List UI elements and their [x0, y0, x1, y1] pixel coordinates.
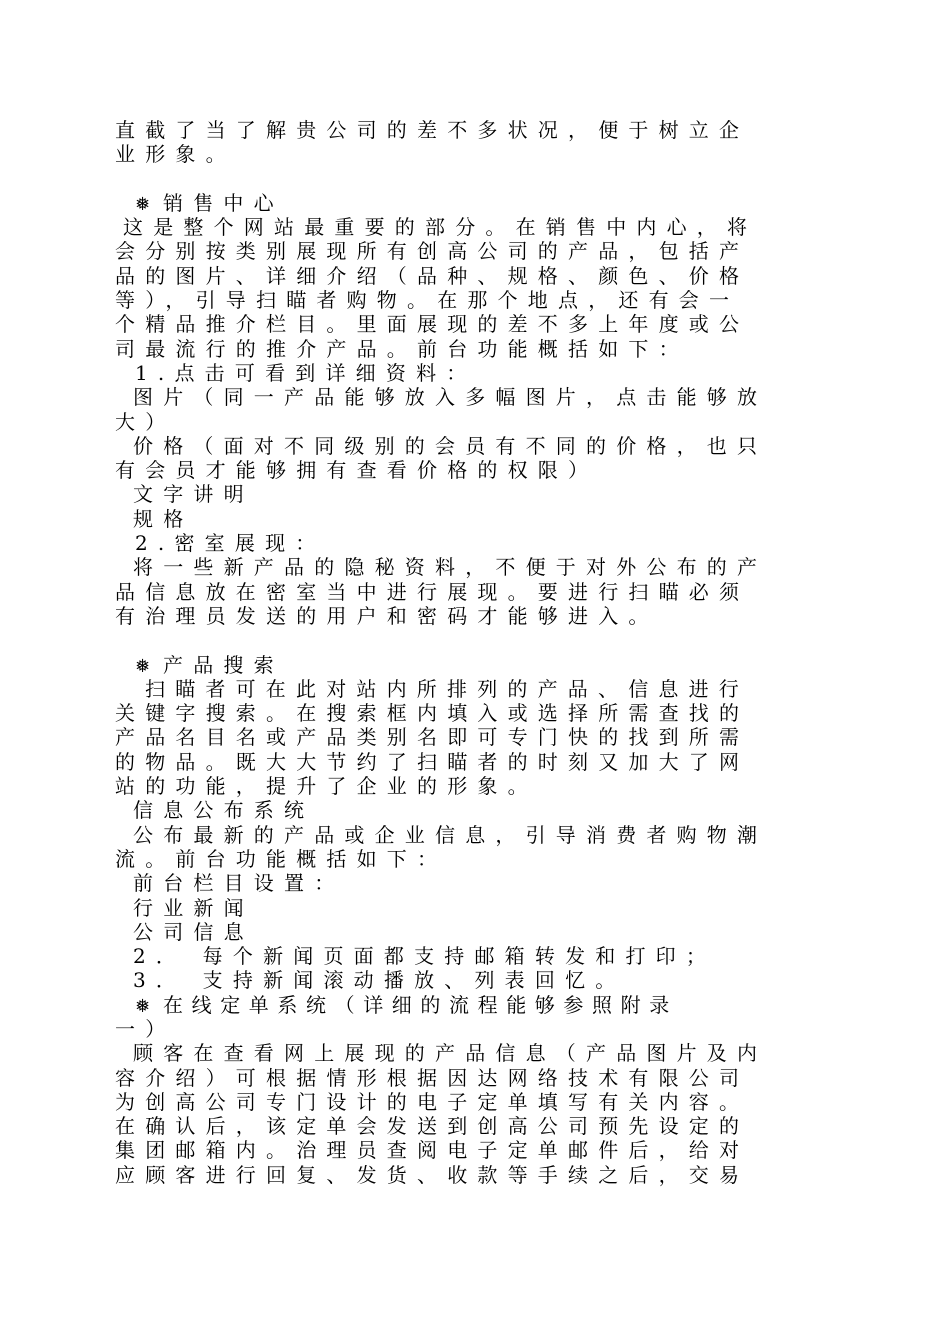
text-line: 公司信息 — [133, 919, 254, 944]
text-line: 个精品推介栏目。里面展现的差不多上年度或公 — [115, 312, 750, 337]
text-line: 信息公布系统 — [133, 798, 315, 823]
text-line: 顾客在查看网上展现的产品信息（产品图片及内 — [133, 1041, 768, 1066]
text-line: 关键字搜索。在搜索框内填入或选择所需查找的 — [115, 701, 750, 726]
text-line: 价格（面对不同级别的会员有不同的价格，也只 — [133, 433, 768, 458]
text-line: 在确认后，该定单会发送到创高公司预先设定的 — [115, 1114, 750, 1139]
numbered-item: 2． 每个新闻页面都支持邮箱转发和打印； — [133, 944, 717, 969]
snowflake-bullet-icon: ❅ — [135, 655, 151, 677]
numbered-item: 2.密室展现： — [135, 531, 326, 556]
text-line: 有会员才能够拥有查看价格的权限） — [115, 458, 599, 483]
text-line: 一） — [115, 1016, 176, 1041]
text-line: 公布最新的产品或企业信息，引导消费者购物潮 — [133, 822, 768, 847]
numbered-item: 1.点击可看到详细资料： — [135, 360, 477, 385]
text-line: 为创高公司专门设计的电子定单填写有关内容。 — [115, 1089, 750, 1114]
text-line: 品信息放在密室当中进行展现。要进行扫瞄必须 — [115, 579, 750, 604]
section-heading-online-order — [115, 993, 830, 1017]
numbered-item: 3． 支持新闻滚动播放、列表回忆。 — [133, 968, 626, 993]
text-line: 品的图片、详细介绍（品种、规格、颜色、价格 — [115, 263, 750, 288]
snowflake-bullet-icon: ❅ — [135, 995, 151, 1017]
heading-text: 在线定单系统（详细的流程能够参照附录 — [163, 992, 678, 1017]
text-line: 的物品。既大大节约了扫瞄者的时刻又加大了网 — [115, 749, 750, 774]
section-heading-sales-center — [115, 191, 830, 215]
text-line: 有治理员发送的用户和密码才能够进入。 — [115, 603, 659, 628]
text-line: 会分别按类别展现所有创高公司的产品，包括产 — [115, 239, 750, 264]
text-line: 前台栏目设置： — [133, 871, 345, 896]
text-line: 容介绍）可根据情形根据因达网络技术有限公司 — [115, 1065, 750, 1090]
snowflake-bullet-icon: ❅ — [135, 193, 151, 215]
text-line: 文字讲明 — [133, 482, 254, 507]
heading-text: 销售中心 — [163, 190, 284, 215]
text-line: 将一些新产品的隐秘资料，不便于对外公布的产 — [133, 555, 768, 580]
text-line: 这是整个网站最重要的部分。在销售中内心，将 — [123, 215, 758, 240]
text-line: 直截了当了解贵公司的差不多状况，便于树立企 — [115, 118, 750, 142]
blank-line — [115, 628, 830, 652]
text-line: 规格 — [133, 506, 194, 531]
text-line: 业形象。 — [115, 142, 236, 167]
section-heading-product-search — [115, 653, 830, 677]
blank-line — [115, 167, 830, 191]
text-line: 产品名目名或产品类别名即可专门快的找到所需 — [115, 725, 750, 750]
text-line: 司最流行的推介产品。前台功能概括如下： — [115, 336, 689, 361]
document-page — [115, 118, 830, 1187]
text-line: 扫瞄者可在此对站内所排列的产品、信息进行 — [145, 676, 749, 701]
text-line: 图片（同一产品能够放入多幅图片，点击能够放 — [133, 385, 768, 410]
text-line: 站的功能，提升了企业的形象。 — [115, 774, 538, 799]
text-line: 大） — [115, 409, 176, 434]
text-line: 应顾客进行回复、发货、收款等手续之后，交易 — [115, 1162, 750, 1187]
heading-text: 产品搜索 — [163, 652, 284, 677]
text-line: 集团邮箱内。治理员查阅电子定单邮件后，给对 — [115, 1138, 750, 1163]
text-line: 行业新闻 — [133, 895, 254, 920]
text-line: 流。前台功能概括如下： — [115, 846, 448, 871]
text-line: 等），引导扫瞄者购物。在那个地点，还有会一 — [115, 288, 740, 313]
